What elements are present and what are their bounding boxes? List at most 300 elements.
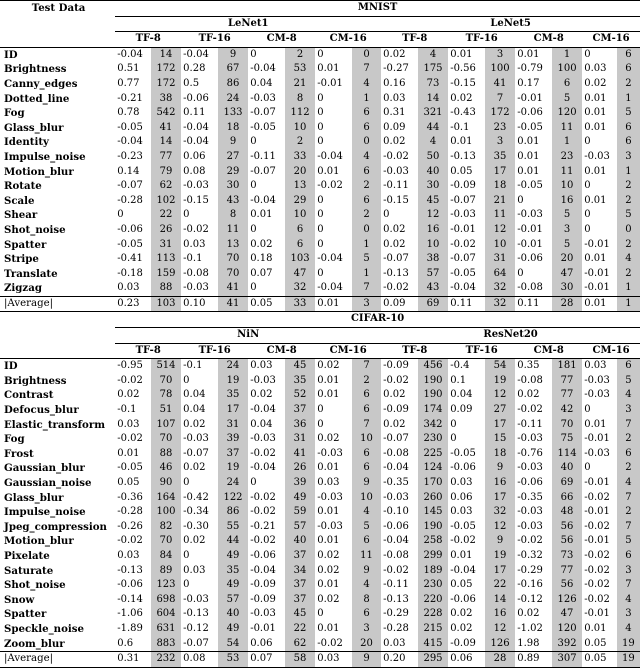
count-cell: 31 <box>485 252 515 267</box>
score-cell: 0.05 <box>450 165 473 177</box>
average-row <box>0 652 640 668</box>
score-cell: -0.12 <box>517 593 543 605</box>
count-cell: 73 <box>418 77 448 92</box>
count-cell: 64 <box>485 267 515 282</box>
score-cell: 0 <box>183 374 190 386</box>
score-cell: -0.56 <box>450 63 476 75</box>
count-cell: 230 <box>418 578 448 593</box>
count-cell: 4 <box>418 135 448 150</box>
count-cell: 49 <box>218 578 248 593</box>
score-cell: 0 <box>250 223 257 235</box>
row-label: Zoom_blur <box>4 637 65 650</box>
score-cell: -0.07 <box>450 194 476 206</box>
count-cell: 3 <box>617 564 640 579</box>
score-cell: -0.03 <box>383 491 409 503</box>
column-header: TF-8 <box>381 32 448 48</box>
count-cell: 190 <box>418 388 448 403</box>
count-cell: 56 <box>552 520 582 535</box>
count-cell: 9 <box>352 564 381 579</box>
count-cell: 33 <box>285 296 315 312</box>
count-cell: 1 <box>352 238 381 253</box>
score-cell: -0.41 <box>117 253 143 265</box>
score-cell: 0 <box>584 223 591 235</box>
count-cell: 6 <box>617 121 640 136</box>
score-cell: -0.05 <box>117 238 143 250</box>
table-row <box>0 432 640 447</box>
score-cell: -0.03 <box>517 462 543 474</box>
score-cell: -0.06 <box>517 477 543 488</box>
score-cell: -0.32 <box>517 549 543 561</box>
score-cell: 0.07 <box>248 652 285 668</box>
score-cell: -0.03 <box>383 165 409 177</box>
count-cell: 32 <box>285 281 315 296</box>
score-cell: -0.06 <box>183 92 209 104</box>
score-cell: -0.1 <box>450 121 470 133</box>
count-cell: 6 <box>617 447 640 462</box>
count-cell: 4 <box>352 578 381 593</box>
count-cell: 55 <box>218 520 248 535</box>
row-label: ID <box>4 360 18 373</box>
score-cell: 0 <box>183 549 190 561</box>
count-cell: 35 <box>285 374 315 389</box>
count-cell: 16 <box>485 476 515 491</box>
count-cell: 13 <box>218 238 248 253</box>
table-row <box>0 622 640 637</box>
count-cell: 9 <box>352 476 381 491</box>
count-cell: 77 <box>552 374 582 389</box>
count-cell: 542 <box>151 106 181 121</box>
count-cell: 100 <box>485 62 515 77</box>
count-cell: 2 <box>617 179 640 194</box>
count-cell: 16 <box>485 607 515 622</box>
score-cell: -0.02 <box>117 433 143 445</box>
score-cell: 0 <box>517 194 524 206</box>
count-cell: 21 <box>285 77 315 92</box>
count-cell: 307 <box>552 652 582 668</box>
count-cell: 120 <box>552 622 582 637</box>
score-cell: 0 <box>317 121 324 133</box>
count-cell: 107 <box>151 418 181 433</box>
score-cell: -0.01 <box>584 267 610 279</box>
score-cell: 0.03 <box>183 564 206 576</box>
score-cell: -0.02 <box>584 549 610 561</box>
score-cell: -0.15 <box>383 194 409 206</box>
score-cell: 0.03 <box>250 360 273 372</box>
score-cell: 0.02 <box>383 418 406 430</box>
row-label: Saturate <box>4 564 54 577</box>
count-cell: 37 <box>218 447 248 462</box>
count-cell: 14 <box>151 47 181 62</box>
score-cell: -0.01 <box>584 282 610 294</box>
column-header: TF-16 <box>448 343 515 359</box>
score-cell: -0.07 <box>183 637 209 649</box>
count-cell: 1 <box>617 165 640 180</box>
count-cell: 6 <box>352 121 381 136</box>
score-cell: 0.01 <box>317 165 340 177</box>
score-cell: 0.09 <box>383 121 406 133</box>
row-label: Identity <box>4 136 49 149</box>
count-cell: 54 <box>485 359 515 374</box>
count-cell: 58 <box>285 652 315 668</box>
table-row <box>0 281 640 296</box>
score-cell: -0.01 <box>584 535 610 547</box>
score-cell: -0.43 <box>450 107 476 119</box>
count-cell: 11 <box>352 549 381 564</box>
score-cell: 0.04 <box>450 389 473 401</box>
row-label: Gaussian_noise <box>4 477 92 489</box>
table-row <box>0 47 640 62</box>
score-cell: 0 <box>183 209 190 221</box>
count-cell: 258 <box>418 534 448 549</box>
count-cell: 6 <box>352 461 381 476</box>
score-cell: 0.01 <box>584 622 607 634</box>
score-cell: 0.01 <box>317 535 340 547</box>
score-cell: -0.1 <box>183 253 203 265</box>
score-cell: -0.02 <box>517 535 543 547</box>
score-cell: -0.01 <box>584 506 610 518</box>
row-label: Translate <box>4 267 58 280</box>
score-cell: 0.01 <box>315 296 352 312</box>
score-cell: 0.01 <box>317 374 340 386</box>
score-cell: -0.28 <box>383 622 409 634</box>
score-cell: 0.01 <box>517 150 540 162</box>
score-cell: -0.06 <box>383 520 409 532</box>
count-cell: 33 <box>285 150 315 165</box>
count-cell: 32 <box>485 505 515 520</box>
score-cell: 0.02 <box>117 389 140 401</box>
count-cell: 1 <box>352 92 381 107</box>
column-header: TF-16 <box>181 343 248 359</box>
count-cell: 27 <box>485 403 515 418</box>
score-cell: 0.02 <box>317 593 340 605</box>
score-cell: -0.02 <box>517 404 543 416</box>
count-cell: 41 <box>285 447 315 462</box>
column-header: TF-8 <box>115 32 181 48</box>
score-cell: -0.09 <box>450 180 476 192</box>
count-cell: 40 <box>552 461 582 476</box>
score-cell: 0.02 <box>317 564 340 576</box>
score-cell: 0 <box>584 48 591 60</box>
score-cell: -0.07 <box>183 447 209 459</box>
score-cell: 0 <box>584 404 591 416</box>
score-cell: -0.26 <box>117 520 143 532</box>
count-cell: 1 <box>552 47 582 62</box>
score-cell: 0.05 <box>584 637 607 649</box>
count-cell: 133 <box>218 106 248 121</box>
count-cell: 50 <box>418 150 448 165</box>
count-cell: 172 <box>485 106 515 121</box>
count-cell: 18 <box>485 447 515 462</box>
score-cell: 0.03 <box>117 282 140 294</box>
table-row <box>0 150 640 165</box>
score-cell: 0.02 <box>450 622 473 634</box>
row-label: Spatter <box>4 238 47 251</box>
count-cell: 3 <box>352 622 381 637</box>
score-cell: 0.06 <box>448 652 485 668</box>
score-cell: 0.23 <box>115 296 151 312</box>
score-cell: 0.01 <box>584 418 607 430</box>
score-cell: -0.08 <box>517 282 543 294</box>
count-cell: 40 <box>285 534 315 549</box>
score-cell: -0.76 <box>517 447 543 459</box>
count-cell: 456 <box>418 359 448 374</box>
score-cell: -0.01 <box>450 223 476 235</box>
section-title-row <box>0 312 640 328</box>
score-cell: 0.03 <box>117 418 140 430</box>
column-header-row <box>0 32 640 48</box>
count-cell: 10 <box>552 179 582 194</box>
score-cell: 0.02 <box>317 433 340 445</box>
score-cell: -0.06 <box>117 223 143 235</box>
count-cell: 5 <box>552 238 582 253</box>
score-cell: -0.04 <box>183 121 209 133</box>
score-cell: 0.03 <box>450 477 473 488</box>
count-cell: 35 <box>218 564 248 579</box>
count-cell: 16 <box>552 194 582 209</box>
score-cell: -0.02 <box>383 282 409 294</box>
count-cell: 19 <box>485 374 515 389</box>
score-cell: -0.35 <box>383 477 409 488</box>
score-cell: 0.01 <box>317 622 340 634</box>
table-row <box>0 476 640 491</box>
score-cell: -0.03 <box>584 150 610 162</box>
count-cell: 57 <box>418 267 448 282</box>
count-cell: 49 <box>218 549 248 564</box>
model-name: ResNet20 <box>381 328 640 344</box>
score-cell: 0.02 <box>317 360 340 372</box>
column-header: CM-8 <box>515 343 582 359</box>
score-cell: -0.01 <box>584 433 610 445</box>
score-cell: -0.11 <box>517 418 543 430</box>
count-cell: 1 <box>617 92 640 107</box>
count-cell: 54 <box>218 637 248 652</box>
count-cell: 70 <box>552 418 582 433</box>
row-label: Jpeg_compression <box>4 520 107 533</box>
count-cell: 32 <box>485 296 515 312</box>
count-cell: 5 <box>352 520 381 535</box>
table-row <box>0 238 640 253</box>
count-cell: 6 <box>617 47 640 62</box>
score-cell: -0.13 <box>117 564 143 576</box>
score-cell: 0.01 <box>450 136 473 148</box>
count-cell: 13 <box>285 179 315 194</box>
score-cell: 0.02 <box>383 238 406 250</box>
score-cell: 0 <box>317 209 324 221</box>
score-cell: 0.03 <box>584 360 607 372</box>
score-cell: -0.03 <box>183 180 209 192</box>
score-cell: -0.11 <box>383 579 409 591</box>
count-cell: 78 <box>151 388 181 403</box>
score-cell: 0.01 <box>584 92 607 104</box>
table-row <box>0 637 640 652</box>
count-cell: 40 <box>418 165 448 180</box>
score-cell: -0.05 <box>250 121 276 133</box>
score-cell: -0.09 <box>383 360 409 372</box>
count-cell: 37 <box>285 549 315 564</box>
score-cell: 0.04 <box>183 389 206 401</box>
score-cell: 0.02 <box>383 48 406 60</box>
count-cell: 88 <box>151 281 181 296</box>
column-header: CM-16 <box>582 343 640 359</box>
score-cell: -0.09 <box>250 593 276 605</box>
score-cell: -0.04 <box>450 282 476 294</box>
score-cell: 0.89 <box>515 652 552 668</box>
count-cell: 189 <box>418 564 448 579</box>
count-cell: 31 <box>218 418 248 433</box>
count-cell: 3 <box>617 403 640 418</box>
score-cell: 0.02 <box>450 92 473 104</box>
count-cell: 14 <box>485 593 515 608</box>
score-cell: 0.77 <box>117 77 140 89</box>
table-row <box>0 447 640 462</box>
row-label: Glass_blur <box>4 491 64 504</box>
score-cell: -0.03 <box>584 389 610 401</box>
score-cell: -0.13 <box>383 267 409 279</box>
score-cell: 0.01 <box>584 165 607 177</box>
count-cell: 51 <box>151 403 181 418</box>
score-cell: -0.02 <box>584 491 610 503</box>
count-cell: 6 <box>352 447 381 462</box>
count-cell: 3 <box>485 47 515 62</box>
count-cell: 44 <box>218 534 248 549</box>
count-cell: 30 <box>552 281 582 296</box>
score-cell: -0.12 <box>183 622 209 634</box>
row-label: Defocus_blur <box>4 404 79 417</box>
score-cell: -0.28 <box>117 194 143 206</box>
table-row <box>0 388 640 403</box>
count-cell: 23 <box>485 121 515 136</box>
score-cell: 0 <box>250 180 257 192</box>
score-cell: 0.03 <box>383 92 406 104</box>
count-cell: 6 <box>352 388 381 403</box>
count-cell: 43 <box>218 194 248 209</box>
table-row <box>0 549 640 564</box>
count-cell: 19 <box>218 374 248 389</box>
table-row <box>0 461 640 476</box>
count-cell: 100 <box>552 62 582 77</box>
count-cell: 5 <box>617 374 640 389</box>
score-cell: -0.04 <box>383 462 409 474</box>
count-cell: 7 <box>352 359 381 374</box>
score-cell: -0.29 <box>517 564 543 576</box>
score-cell: 0 <box>317 608 324 620</box>
count-cell: 14 <box>151 135 181 150</box>
count-cell: 3 <box>617 607 640 622</box>
score-cell: 0.06 <box>183 150 206 162</box>
count-cell: 190 <box>418 374 448 389</box>
count-cell: 67 <box>218 62 248 77</box>
score-cell: -0.02 <box>383 150 409 162</box>
score-cell: -0.05 <box>517 180 543 192</box>
count-cell: 103 <box>151 296 181 312</box>
count-cell: 47 <box>552 267 582 282</box>
score-cell: 0.06 <box>250 637 273 649</box>
column-header: TF-8 <box>115 343 181 359</box>
table-row <box>0 564 640 579</box>
table-row <box>0 578 640 593</box>
count-cell: 170 <box>418 476 448 491</box>
score-cell: -0.02 <box>584 579 610 591</box>
count-cell: 12 <box>485 388 515 403</box>
row-label: Shot_noise <box>4 223 66 236</box>
count-cell: 45 <box>285 359 315 374</box>
score-cell: 0 <box>250 48 257 60</box>
score-cell: 0.01 <box>584 107 607 119</box>
score-cell: 0.20 <box>381 652 418 668</box>
count-cell: 5 <box>617 208 640 223</box>
column-header: TF-16 <box>448 32 515 48</box>
score-cell: 0.07 <box>250 267 273 279</box>
row-label: Scale <box>4 194 35 207</box>
score-cell: -0.30 <box>183 520 209 532</box>
count-cell: 1 <box>352 267 381 282</box>
count-cell: 4 <box>617 593 640 608</box>
score-cell: -0.23 <box>117 150 143 162</box>
row-label: Elastic_transform <box>4 418 105 431</box>
row-label: ID <box>4 48 18 61</box>
count-cell: 9 <box>218 47 248 62</box>
score-cell: -0.03 <box>317 447 343 459</box>
row-label: Dotted_line <box>4 92 70 105</box>
count-cell: 112 <box>285 106 315 121</box>
score-cell: 0.17 <box>517 77 540 89</box>
score-cell: 0.28 <box>183 63 206 75</box>
row-label: Frost <box>4 447 34 460</box>
score-cell: 0.04 <box>183 404 206 416</box>
score-cell: -0.04 <box>117 48 143 60</box>
model-name: LeNet1 <box>115 16 381 32</box>
count-cell: 24 <box>218 359 248 374</box>
score-cell: 0.10 <box>181 296 218 312</box>
score-cell: 0.02 <box>250 389 273 401</box>
score-cell: -0.28 <box>117 506 143 518</box>
row-label: Motion_blur <box>4 165 74 178</box>
count-cell: 35 <box>218 388 248 403</box>
score-cell: -0.03 <box>183 433 209 445</box>
table-row <box>0 418 640 433</box>
row-label: Brightness <box>4 374 67 387</box>
score-cell: -0.01 <box>517 238 543 250</box>
score-cell: 0.01 <box>584 253 607 265</box>
table-row <box>0 179 640 194</box>
count-cell: 86 <box>218 77 248 92</box>
score-cell: -0.10 <box>383 506 409 518</box>
score-cell: 0 <box>584 209 591 221</box>
row-label: Fog <box>4 433 25 446</box>
row-label: |Average| <box>0 652 115 668</box>
score-cell: 0 <box>517 267 524 279</box>
score-cell: 0.02 <box>183 535 206 547</box>
score-cell: 0 <box>250 136 257 148</box>
count-cell: 79 <box>151 165 181 180</box>
count-cell: 66 <box>552 491 582 506</box>
count-cell: 9 <box>485 534 515 549</box>
score-cell: -0.04 <box>117 136 143 148</box>
score-cell: 0.08 <box>181 652 218 668</box>
score-cell: 0.09 <box>450 404 473 416</box>
count-cell: 53 <box>285 62 315 77</box>
count-cell: 260 <box>418 491 448 506</box>
score-cell: -0.06 <box>517 253 543 265</box>
row-label: Gaussian_blur <box>4 462 85 475</box>
count-cell: 164 <box>151 491 181 506</box>
row-label: Impulse_noise <box>4 506 86 519</box>
count-cell: 59 <box>285 505 315 520</box>
count-cell: 31 <box>151 238 181 253</box>
count-cell: 7 <box>485 92 515 107</box>
count-cell: 415 <box>418 637 448 652</box>
section-title: CIFAR-10 <box>115 312 640 328</box>
